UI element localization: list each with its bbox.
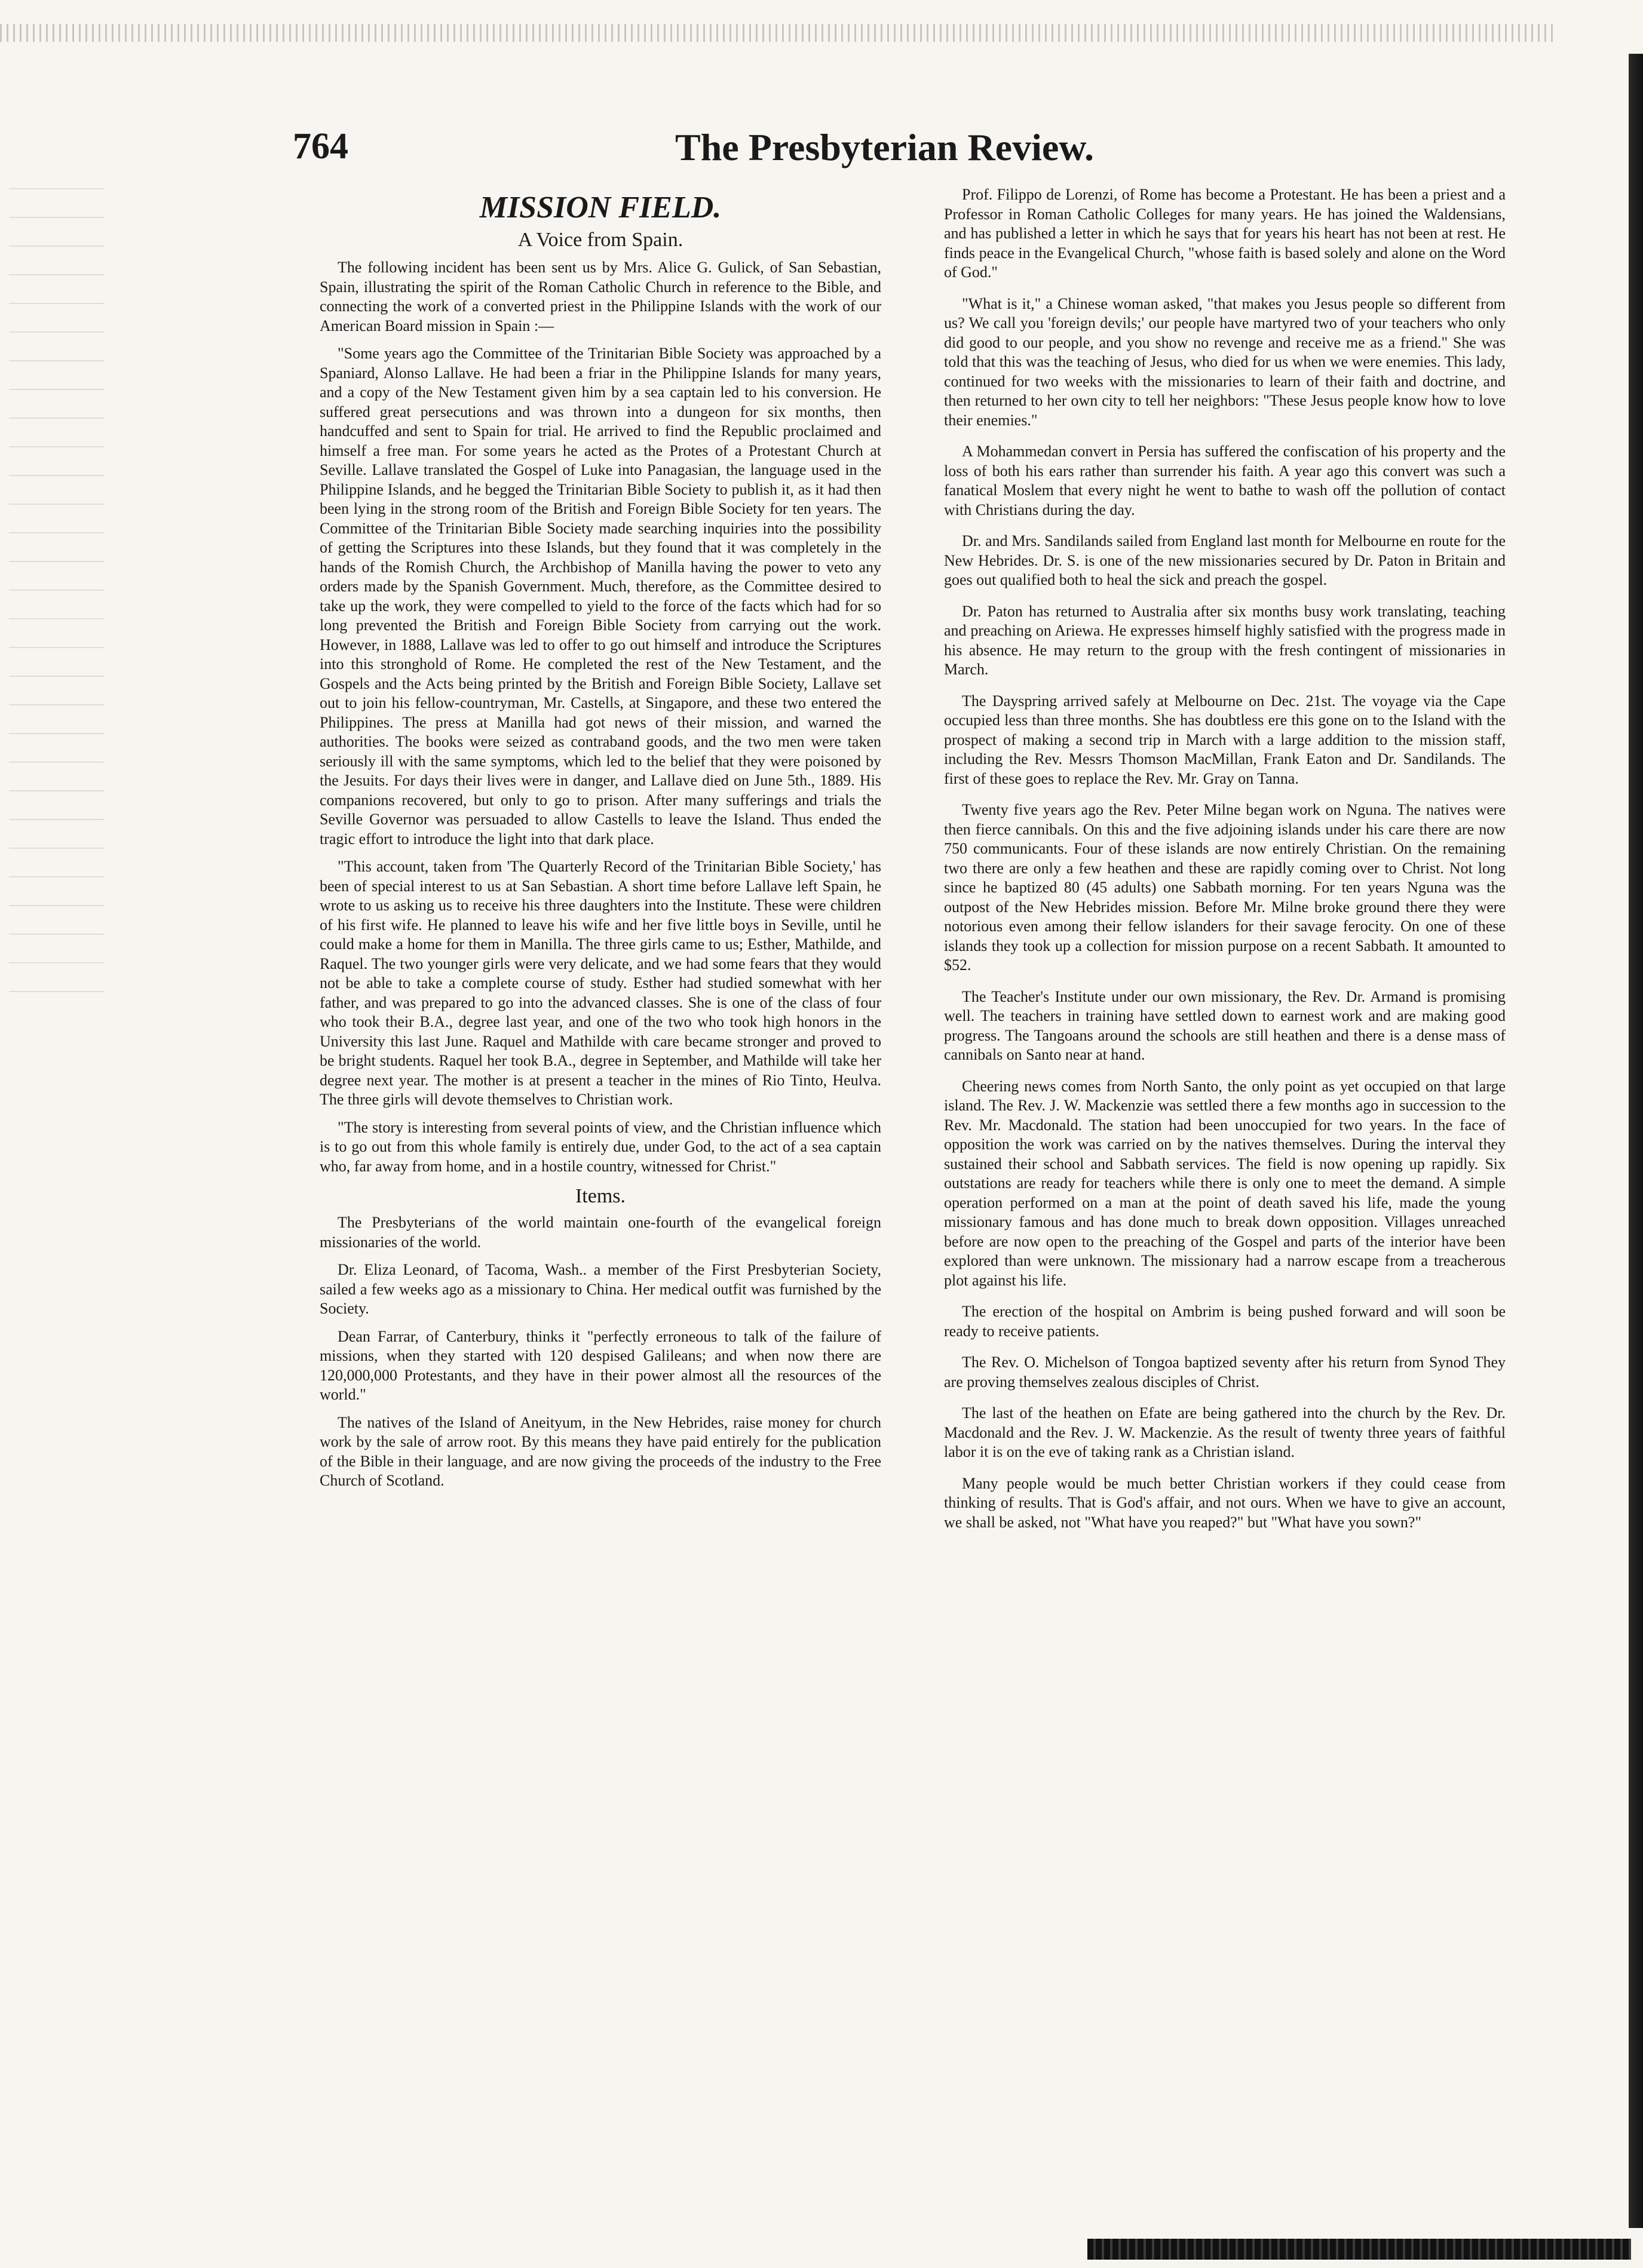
news-paragraph: Cheering news comes from North Santo, the only point as yet occupied on that large island. The Rev. J. W. Mackenzie was settled there a few months ago in succession to the Rev. Mr. Macdonald. The station had been unoccupied for two years. In the face of opposition the work was carried on by the natives themselves. During the interval they sustained their school and Sabbath services. The field is now opening up rapidly. Six outstations are ready for teachers while there is only one to meet the demand. A simple operation performed on a man at the point of death saved his life, made the young missionary famous and has done much to break down opposition. Villages unreached before are now open to the preaching of the Gospel and parts of the interior have been explored than were unknown. The missionary had a narrow escape from a treacherous plot against his life. <box>944 1077 1506 1289</box>
item-paragraph: Dean Farrar, of Canterbury, thinks it "perfectly erroneous to talk of the failure of missions, when they started with 120 despised Galileans; and when now there are 120,000,000 Protestants, and they have in their power almost all the resources of the world." <box>320 1327 881 1403</box>
news-paragraph: Twenty five years ago the Rev. Peter Milne began work on Nguna. The natives were then fierce cannibals. On this and the five adjoining islands under his care there are now 750 communicants. Four of these islands are now entirely Christian. On the remaining two there are only a few heathen and these are rapidly coming over to Christ. Not long since he baptized 80 (45 adults) one Sabbath morning. For ten years Nguna was the outpost of the New Hebrides mission. Before Mr. Milne broke ground there they were notorious even among their fellow islanders for their savage ferocity. On one of these islands they took up a collection for mission purpose on a recent Sabbath. It amounted to $52. <box>944 801 1506 974</box>
news-paragraph: Prof. Filippo de Lorenzi, of Rome has become a Protestant. He has been a priest and a Professor in Roman Catholic Colleges for many years. He has joined the Waldensians, and has published a letter in which he says that for years his heart has not been at rest. He finds peace in the Evangelical Church, "whose faith is based solely and alone on the Word of God." <box>944 186 1506 281</box>
news-paragraph: Dr. Paton has returned to Australia after six months busy work translating, teaching and preaching on Ariewa. He expresses himself highly satisfied with the progress made in his absence. He may return to the group with the fresh contingent of missionaries in March. <box>944 602 1506 678</box>
news-paragraph: "What is it," a Chinese woman asked, "that makes you Jesus people so different from us? We call you 'foreign devils;' our people have martyred two of your teachers who only did good to our people, and you show no revenge and receive me as a friend." She was told that this was the teaching of Jesus, who died for us when we were enemies. This lady, continued for two weeks with the missionaries to learn of their faith and doctrine, and then returned to her own city to tell her neighbors: "These Jesus people know how to love their enemies." <box>944 294 1506 429</box>
journal-title: The Presbyterian Review. <box>675 126 1094 168</box>
article-paragraph: "This account, taken from 'The Quarterly Record of the Trinitarian Bible Society,' has been of special interest to us at San Sebastian. A short time before Lallave left Spain, he wrote to us asking us to receive his three daughters into the Institute. These were children of his first wife. He planned to leave his wife and her five little boys in Seville, until he could make a home for them in Manilla. The three girls came to us; Esther, Mathilde, and Raquel. The two younger girls were very delicate, and we had some fears that they would not be able to take a complete course of study. Esther had studied somewhat with her father, and was prepared to go into the advanced classes. She is one of the class of four who took their B.A., degree last year, and one of the two who took high honors in the University this last June. Raquel and Mathilde with care became stronger and proved to be bright students. Raquel her took B.A., degree in September, and Mathilde will take her degree next year. The mother is at present a teacher in the mines of Rio Tinto, Heulva. The three girls will devote themselves to Christian work. <box>320 858 881 1108</box>
page-number: 764 <box>293 126 348 167</box>
item-paragraph: The natives of the Island of Aneityum, in the New Hebrides, raise money for church work by the sale of arrow root. By this means they have paid entirely for the publication of the Bible in their language, and are now giving the proceeds of the industry to the Free Church of Scotland. <box>320 1413 881 1489</box>
items-heading: Items. <box>575 1185 626 1207</box>
item-paragraph: The Presbyterians of the world maintain one-fourth of the evangelical foreign missionaries of the world. <box>320 1214 881 1251</box>
scan-edge-bottom <box>1087 2239 1631 2260</box>
news-paragraph: Dr. and Mrs. Sandilands sailed from England last month for Melbourne en route for the New Hebrides. Dr. S. is one of the new missionaries secured by Dr. Paton in Britain and goes out qualified both to heal the sick and preach the gospel. <box>944 532 1506 588</box>
news-paragraph: Many people would be much better Christian workers if they could cease from thinking of results. That is God's affair, and not ours. When we have to give an account, we shall be asked, not "What have you reaped?" but "What have you sown?" <box>944 1474 1506 1531</box>
news-paragraph: The Dayspring arrived safely at Melbourne on Dec. 21st. The voyage via the Cape occupied less than three months. She has doubtless ere this gone on to the Island with the prospect of making a second trip in March with a large addition to the mission staff, including the Rev. Messrs Thomson MacMillan, Frank Eaton and Dr. Sandilands. The first of these goes to replace the Rev. Mr. Gray on Tanna. <box>944 692 1506 787</box>
news-paragraph: A Mohammedan convert in Persia has suffered the confiscation of his property and the loss of both his ears rather than surrender his faith. A year ago this convert was such a fanatical Moslem that every night he went to bathe to wash off the pollution of contact with Christians during the day. <box>944 443 1506 518</box>
right-column <box>944 185 1506 2228</box>
item-paragraph: Dr. Eliza Leonard, of Tacoma, Wash.. a member of the First Presbyterian Society, sailed a few weeks ago as a missionary to China. Her medical outfit was furnished by the Society. <box>320 1261 881 1317</box>
news-paragraph: The Teacher's Institute under our own missionary, the Rev. Dr. Armand is promising well. The teachers in training have settled down to earnest work and are making good progress. The Tangoans around the schools are still heathen and there is a dense mass of cannibals on Santo near at hand. <box>944 987 1506 1063</box>
page-header <box>293 125 1476 167</box>
left-column <box>320 185 881 2228</box>
article-paragraph: "Some years ago the Committee of the Trinitarian Bible Society was approached by a Spaniard, Alonso Lallave. He had been a friar in the Philippine Islands for many years, and a copy of the New Testament given him by a sea captain led to his conversion. He suffered great persecutions and was thrown into a dungeon for six months, then handcuffed and sent to Spain for trial. He arrived to find the Republic proclaimed and himself a free man. For some years he acted as the Protes of a Protestant Church at Seville. Lallave translated the Gospel of Luke into Panagasian, the language used in the Philippine Islands, and he begged the Trinitarian Bible Society to publish it, as it had then been lying in the strong room of the British and Foreign Bible Society for ten years. The Committee of the Trinitarian Bible Society made searching inquiries into the possibility of getting the Scriptures into these Islands, but they found that it was completely in the hands of the Romish Church, the Archbishop of Manilla having the power to veto any orders made by the Spanish Government. Much, therefore, as the Committee desired to take up the work, they were compelled to yield to the force of the facts which had for so long prevented the British and Foreign Bible Society from carrying out the work. However, in 1888, Lallave was led to offer to go out himself and introduce the Scriptures into this stronghold of Rome. He completed the rest of the New Testament, and the Gospels and the Acts being printed by the British and Foreign Bible Society, Lallave set out to join his fellow-countryman, Mr. Castells, at Singapore, and these two entered the Philippines. The press at Manilla had got news of their mission, and warned the authorities. The books were seized as contraband goods, and the two men were taken seriously ill with the same symptoms, which led to the belief that they were poisoned by the Jesuits. For days their lives were in danger, and Lallave died on June 5th., 1889. His companions recovered, but only to go to prison. After many sufferings and trials the Seville Governor was persuaded to allow Castells to leave the Island. Thus ended the tragic effort to introduce the light into that dark place. <box>320 345 881 848</box>
article-title: A Voice from Spain. <box>517 229 683 251</box>
scan-edge-top <box>0 24 1553 42</box>
article-paragraph: The following incident has been sent us by Mrs. Alice G. Gulick, of San Sebastian, Spain, illustrating the spirit of the Roman Catholic Church in reference to the Bible, and connecting the work of a converted priest in the Philippine Islands with the work of our American Board mission in Spain :— <box>320 259 881 334</box>
news-paragraph: The last of the heathen on Efate are being gathered into the church by the Rev. Dr. Macdonald and the Rev. J. W. Mackenzie. As the result of twenty three years of faithful labor it is on the eve of taking rank as a Christian island. <box>944 1404 1506 1460</box>
news-paragraph: The erection of the hospital on Ambrim is being pushed forward and will soon be ready to receive patients. <box>944 1303 1506 1340</box>
scan-marks-left <box>9 179 105 1015</box>
scan-edge-right <box>1629 54 1643 2228</box>
section-title: MISSION FIELD. <box>479 191 722 225</box>
news-paragraph: The Rev. O. Michelson of Tongoa baptized seventy after his return from Synod They are proving themselves zealous disciples of Christ. <box>944 1354 1506 1391</box>
article-paragraph: "The story is interesting from several points of view, and the Christian influence which is to go out from this whole family is entirely due, under God, to the act of a sea captain who, far away from home, and in a hostile country, witnessed for Christ." <box>320 1118 881 1175</box>
